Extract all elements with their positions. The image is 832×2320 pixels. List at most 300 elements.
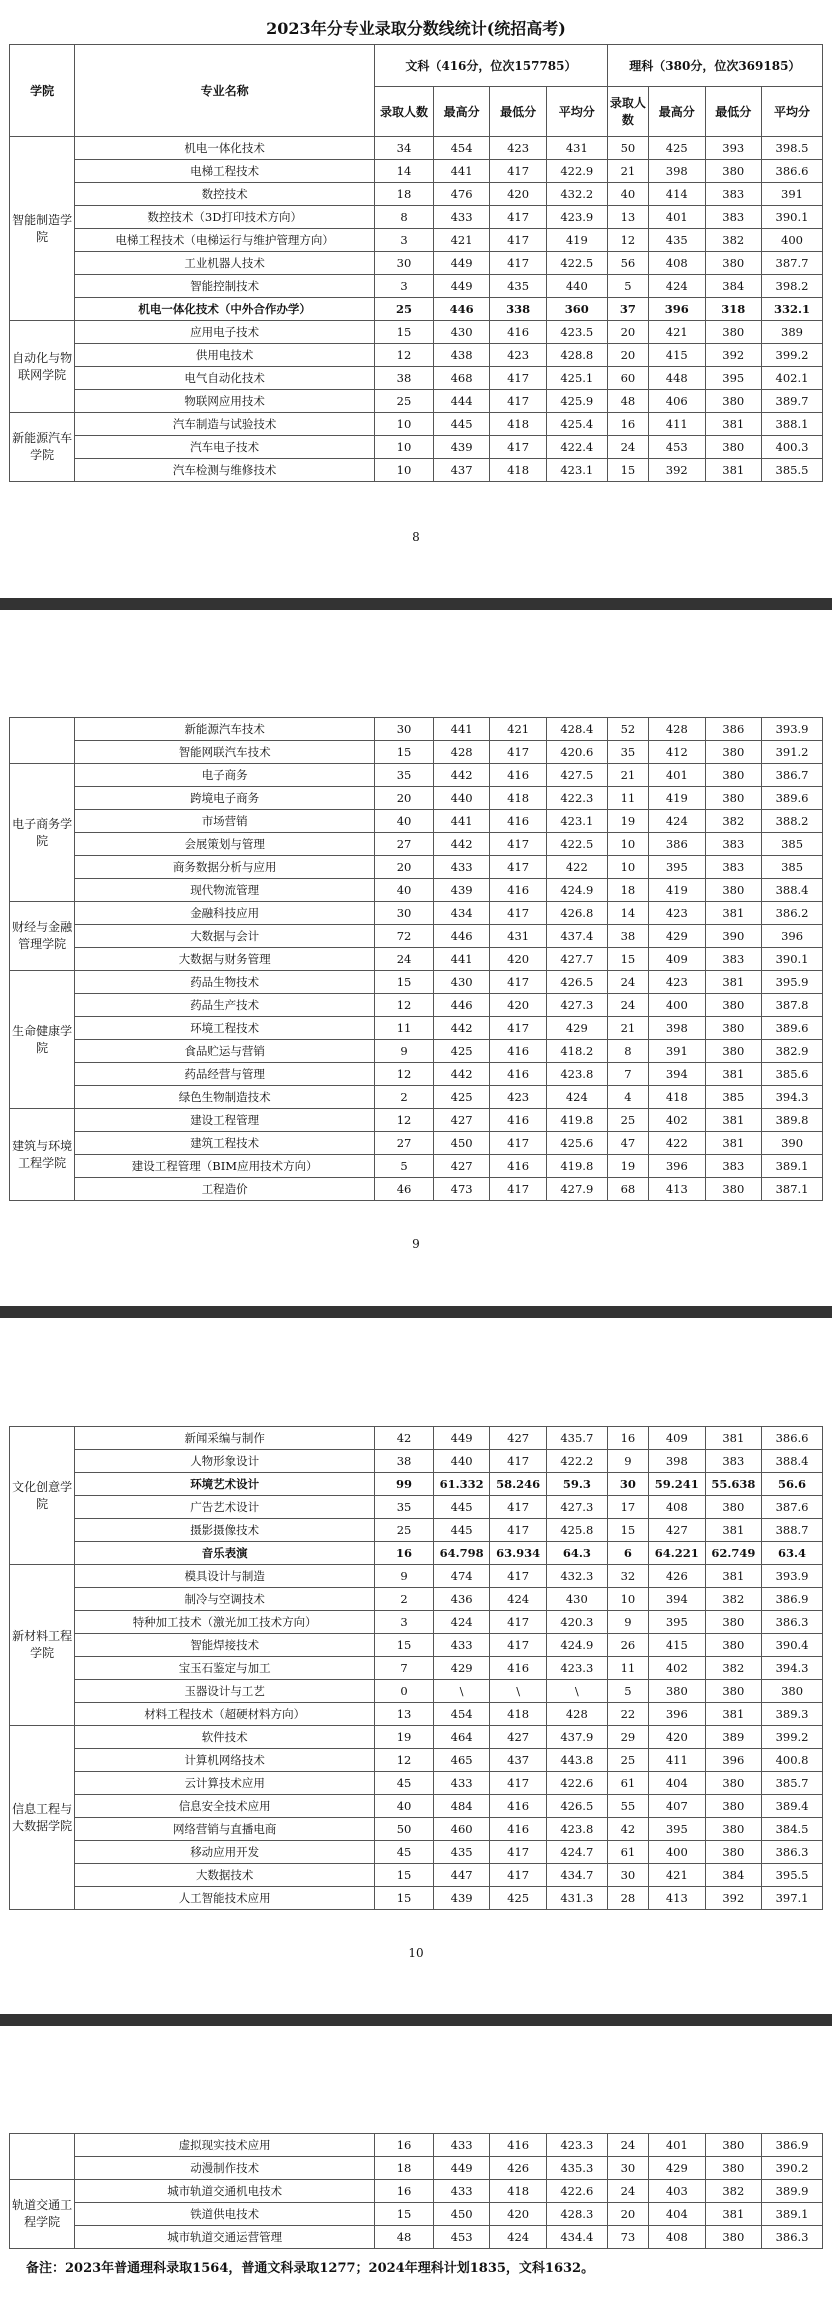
value-cell: 423.3 xyxy=(546,1657,607,1680)
value-cell: 437.4 xyxy=(546,925,607,948)
major-cell: 商务数据分析与应用 xyxy=(75,856,375,879)
value-cell: 414 xyxy=(649,183,706,206)
value-cell: 380 xyxy=(705,1040,762,1063)
major-cell: 工程造价 xyxy=(75,1178,375,1201)
value-cell: 416 xyxy=(490,1657,547,1680)
value-cell: 425.9 xyxy=(546,390,607,413)
value-cell: 425 xyxy=(433,1086,490,1109)
value-cell: 453 xyxy=(433,2226,490,2249)
value-cell: 400 xyxy=(762,229,823,252)
value-cell: 396 xyxy=(762,925,823,948)
value-cell: 7 xyxy=(607,1063,648,1086)
value-cell: 14 xyxy=(607,902,648,925)
value-cell: 387.7 xyxy=(762,252,823,275)
value-cell: 400.3 xyxy=(762,436,823,459)
value-cell: 380 xyxy=(705,1841,762,1864)
value-cell: 64.221 xyxy=(649,1542,706,1565)
value-cell: 427.7 xyxy=(546,948,607,971)
header-min-l: 最低分 xyxy=(705,87,762,137)
value-cell: 20 xyxy=(375,787,434,810)
major-cell: 大数据技术 xyxy=(75,1864,375,1887)
value-cell: 433 xyxy=(433,2180,490,2203)
header-wenke: 文科（416分，位次157785） xyxy=(375,45,608,87)
value-cell: 401 xyxy=(649,206,706,229)
major-cell: 汽车检测与维修技术 xyxy=(75,459,375,482)
header-max-l: 最高分 xyxy=(649,87,706,137)
value-cell: 417 xyxy=(490,902,547,925)
value-cell: 32 xyxy=(607,1565,648,1588)
value-cell: 396 xyxy=(705,1749,762,1772)
major-cell: 广告艺术设计 xyxy=(75,1496,375,1519)
value-cell: 10 xyxy=(607,856,648,879)
major-cell: 药品生物技术 xyxy=(75,971,375,994)
value-cell: 422.3 xyxy=(546,787,607,810)
value-cell: 416 xyxy=(490,1040,547,1063)
value-cell: 433 xyxy=(433,1772,490,1795)
table-row xyxy=(10,1178,823,1201)
table-row xyxy=(10,1542,823,1565)
table-row xyxy=(10,2180,823,2203)
value-cell: 435 xyxy=(490,275,547,298)
value-cell: 381 xyxy=(705,1519,762,1542)
value-cell: 417 xyxy=(490,1519,547,1542)
value-cell: 424.9 xyxy=(546,879,607,902)
value-cell: 30 xyxy=(375,718,434,741)
major-cell: 电梯工程技术 xyxy=(75,160,375,183)
value-cell: 389.9 xyxy=(762,2180,823,2203)
major-cell: 铁道供电技术 xyxy=(75,2203,375,2226)
value-cell: 417 xyxy=(490,252,547,275)
value-cell: 55 xyxy=(607,1795,648,1818)
table-row xyxy=(10,1634,823,1657)
value-cell: 380 xyxy=(762,1680,823,1703)
major-cell: 电气自动化技术 xyxy=(75,367,375,390)
value-cell: 59.3 xyxy=(546,1473,607,1496)
value-cell: 391.2 xyxy=(762,741,823,764)
value-cell: 389.3 xyxy=(762,1703,823,1726)
table-row xyxy=(10,1841,823,1864)
header-max-w: 最高分 xyxy=(433,87,490,137)
value-cell: 318 xyxy=(705,298,762,321)
value-cell: 435 xyxy=(649,229,706,252)
value-cell: 425 xyxy=(649,137,706,160)
value-cell: 417 xyxy=(490,741,547,764)
value-cell: 381 xyxy=(705,1703,762,1726)
value-cell: 389.4 xyxy=(762,1795,823,1818)
page-number-10: 10 xyxy=(408,1946,424,1960)
major-cell: 建筑工程技术 xyxy=(75,1132,375,1155)
major-cell: 市场营销 xyxy=(75,810,375,833)
value-cell: 417 xyxy=(490,229,547,252)
value-cell: 380 xyxy=(705,1795,762,1818)
value-cell: 52 xyxy=(607,718,648,741)
value-cell: 398 xyxy=(649,1450,706,1473)
table-row xyxy=(10,252,823,275)
value-cell: 387.6 xyxy=(762,1496,823,1519)
value-cell: 12 xyxy=(375,994,434,1017)
value-cell: 411 xyxy=(649,1749,706,1772)
value-cell: 442 xyxy=(433,1063,490,1086)
value-cell: 415 xyxy=(649,344,706,367)
header-avg-w: 平均分 xyxy=(546,87,607,137)
value-cell: 16 xyxy=(375,2180,434,2203)
value-cell: 398.5 xyxy=(762,137,823,160)
value-cell: 381 xyxy=(705,2203,762,2226)
value-cell: 338 xyxy=(490,298,547,321)
value-cell: 15 xyxy=(607,948,648,971)
table-row xyxy=(10,902,823,925)
value-cell: 389 xyxy=(705,1726,762,1749)
major-cell: 供用电技术 xyxy=(75,344,375,367)
major-cell: 虚拟现实技术应用 xyxy=(75,2134,375,2157)
value-cell: 393 xyxy=(705,137,762,160)
value-cell: 424 xyxy=(433,1611,490,1634)
score-table-page-10 xyxy=(9,1426,823,1910)
value-cell: 386.3 xyxy=(762,1841,823,1864)
value-cell: 390 xyxy=(705,925,762,948)
major-cell: 建设工程管理（BIM应用技术方向） xyxy=(75,1155,375,1178)
value-cell: 400 xyxy=(649,1841,706,1864)
college-cell: 文化创意学院 xyxy=(10,1427,75,1565)
value-cell: 28 xyxy=(607,1887,648,1910)
value-cell: 416 xyxy=(490,1795,547,1818)
value-cell: 15 xyxy=(607,459,648,482)
college-cell: 智能制造学院 xyxy=(10,137,75,321)
major-cell: 大数据与财务管理 xyxy=(75,948,375,971)
value-cell: 460 xyxy=(433,1818,490,1841)
major-cell: 环境工程技术 xyxy=(75,1017,375,1040)
value-cell: 5 xyxy=(607,275,648,298)
page-number-8: 8 xyxy=(412,530,420,544)
value-cell: 380 xyxy=(705,1496,762,1519)
table-row xyxy=(10,1063,823,1086)
value-cell: 399.2 xyxy=(762,344,823,367)
value-cell: 383 xyxy=(705,183,762,206)
value-cell: 435.7 xyxy=(546,1427,607,1450)
value-cell: 386 xyxy=(649,833,706,856)
value-cell: 443.8 xyxy=(546,1749,607,1772)
value-cell: 392 xyxy=(649,459,706,482)
table-row xyxy=(10,1864,823,1887)
value-cell: 423.9 xyxy=(546,206,607,229)
value-cell: 417 xyxy=(490,1772,547,1795)
value-cell: 63.934 xyxy=(490,1542,547,1565)
table-row xyxy=(10,1040,823,1063)
value-cell: 413 xyxy=(649,1887,706,1910)
value-cell: 416 xyxy=(490,810,547,833)
college-cell: 自动化与物联网学院 xyxy=(10,321,75,413)
header-avg-l: 平均分 xyxy=(762,87,823,137)
value-cell: 61 xyxy=(607,1841,648,1864)
value-cell: 381 xyxy=(705,413,762,436)
value-cell: 418 xyxy=(490,1703,547,1726)
value-cell: 380 xyxy=(705,764,762,787)
value-cell: 380 xyxy=(705,1178,762,1201)
value-cell: 392 xyxy=(705,344,762,367)
value-cell: 40 xyxy=(375,1795,434,1818)
major-cell: 电梯工程技术（电梯运行与维护管理方向） xyxy=(75,229,375,252)
value-cell: 419 xyxy=(546,229,607,252)
value-cell: 427 xyxy=(490,1427,547,1450)
value-cell: 416 xyxy=(490,1155,547,1178)
table-row xyxy=(10,1726,823,1749)
value-cell: 421 xyxy=(490,718,547,741)
value-cell: 386.9 xyxy=(762,1588,823,1611)
value-cell: 62.749 xyxy=(705,1542,762,1565)
table-row xyxy=(10,1772,823,1795)
college-cell: 建筑与环境工程学院 xyxy=(10,1109,75,1201)
major-cell: 机电一体化技术 xyxy=(75,137,375,160)
value-cell: 68 xyxy=(607,1178,648,1201)
value-cell: 380 xyxy=(705,1017,762,1040)
value-cell: 424.9 xyxy=(546,1634,607,1657)
value-cell: 390.1 xyxy=(762,948,823,971)
college-cell: 财经与金融管理学院 xyxy=(10,902,75,971)
value-cell: 388.2 xyxy=(762,810,823,833)
table-row xyxy=(10,1887,823,1910)
value-cell: 73 xyxy=(607,2226,648,2249)
value-cell: \ xyxy=(546,1680,607,1703)
value-cell: 14 xyxy=(375,160,434,183)
value-cell: 419.8 xyxy=(546,1109,607,1132)
value-cell: 417 xyxy=(490,1864,547,1887)
value-cell: 46 xyxy=(375,1178,434,1201)
table-row xyxy=(10,1519,823,1542)
value-cell: 17 xyxy=(607,1496,648,1519)
table-row xyxy=(10,1109,823,1132)
value-cell: 380 xyxy=(649,1680,706,1703)
value-cell: 15 xyxy=(375,2203,434,2226)
value-cell: 446 xyxy=(433,298,490,321)
major-cell: 移动应用开发 xyxy=(75,1841,375,1864)
value-cell: 440 xyxy=(546,275,607,298)
value-cell: 437 xyxy=(433,459,490,482)
value-cell: 24 xyxy=(607,971,648,994)
value-cell: 423 xyxy=(490,137,547,160)
value-cell: 25 xyxy=(375,390,434,413)
score-table-page-9 xyxy=(9,717,823,1201)
value-cell: 440 xyxy=(433,1450,490,1473)
table-row xyxy=(10,206,823,229)
major-cell: 工业机器人技术 xyxy=(75,252,375,275)
value-cell: 408 xyxy=(649,1496,706,1519)
value-cell: 381 xyxy=(705,902,762,925)
value-cell: 380 xyxy=(705,390,762,413)
value-cell: 429 xyxy=(433,1657,490,1680)
value-cell: 431.3 xyxy=(546,1887,607,1910)
value-cell: 397.1 xyxy=(762,1887,823,1910)
value-cell: 13 xyxy=(607,206,648,229)
table-row xyxy=(10,856,823,879)
value-cell: 16 xyxy=(375,1542,434,1565)
value-cell: 416 xyxy=(490,764,547,787)
value-cell: 453 xyxy=(649,436,706,459)
major-cell: 汽车电子技术 xyxy=(75,436,375,459)
value-cell: 409 xyxy=(649,948,706,971)
value-cell: 382 xyxy=(705,229,762,252)
value-cell: 9 xyxy=(375,1565,434,1588)
table-row xyxy=(10,413,823,436)
value-cell: 64.3 xyxy=(546,1542,607,1565)
value-cell: 447 xyxy=(433,1864,490,1887)
value-cell: 384.5 xyxy=(762,1818,823,1841)
value-cell: 426.5 xyxy=(546,1795,607,1818)
value-cell: 47 xyxy=(607,1132,648,1155)
header-count-l: 录取人数 xyxy=(607,87,648,137)
value-cell: 416 xyxy=(490,879,547,902)
value-cell: 390.1 xyxy=(762,206,823,229)
value-cell: 5 xyxy=(375,1155,434,1178)
value-cell: 408 xyxy=(649,2226,706,2249)
value-cell: 25 xyxy=(607,1749,648,1772)
major-cell: 宝玉石鉴定与加工 xyxy=(75,1657,375,1680)
value-cell: 381 xyxy=(705,1109,762,1132)
value-cell: 24 xyxy=(607,2180,648,2203)
major-cell: 摄影摄像技术 xyxy=(75,1519,375,1542)
value-cell: 40 xyxy=(607,183,648,206)
value-cell: 30 xyxy=(375,902,434,925)
value-cell: 417 xyxy=(490,1017,547,1040)
college-cell xyxy=(10,2134,75,2180)
value-cell: 48 xyxy=(375,2226,434,2249)
table-row xyxy=(10,994,823,1017)
value-cell: 417 xyxy=(490,1565,547,1588)
value-cell: 384 xyxy=(705,275,762,298)
value-cell: 427 xyxy=(649,1519,706,1542)
value-cell: 408 xyxy=(649,252,706,275)
value-cell: 422.2 xyxy=(546,1450,607,1473)
value-cell: 441 xyxy=(433,810,490,833)
value-cell: 425.8 xyxy=(546,1519,607,1542)
value-cell: 413 xyxy=(649,1178,706,1201)
value-cell: 30 xyxy=(607,2157,648,2180)
value-cell: 417 xyxy=(490,856,547,879)
value-cell: 30 xyxy=(607,1864,648,1887)
value-cell: 430 xyxy=(433,321,490,344)
table-row xyxy=(10,344,823,367)
value-cell: 418.2 xyxy=(546,1040,607,1063)
major-cell: 模具设计与制造 xyxy=(75,1565,375,1588)
value-cell: 407 xyxy=(649,1795,706,1818)
value-cell: 402 xyxy=(649,1657,706,1680)
table-row xyxy=(10,1611,823,1634)
value-cell: 390.2 xyxy=(762,2157,823,2180)
table-row xyxy=(10,321,823,344)
value-cell: 59.241 xyxy=(649,1473,706,1496)
major-cell: 物联网应用技术 xyxy=(75,390,375,413)
page-divider xyxy=(0,1306,832,1318)
value-cell: 404 xyxy=(649,2203,706,2226)
value-cell: 420.3 xyxy=(546,1611,607,1634)
table-row xyxy=(10,925,823,948)
major-cell: 新闻采编与制作 xyxy=(75,1427,375,1450)
table-row xyxy=(10,741,823,764)
value-cell: 12 xyxy=(375,344,434,367)
value-cell: 423 xyxy=(649,902,706,925)
value-cell: 428.8 xyxy=(546,344,607,367)
value-cell: 386.2 xyxy=(762,902,823,925)
value-cell: 58.246 xyxy=(490,1473,547,1496)
value-cell: 427 xyxy=(433,1109,490,1132)
score-table-page-11 xyxy=(9,2133,823,2249)
value-cell: 25 xyxy=(607,1109,648,1132)
value-cell: 50 xyxy=(375,1818,434,1841)
value-cell: 56 xyxy=(607,252,648,275)
value-cell: 386.3 xyxy=(762,2226,823,2249)
value-cell: 395 xyxy=(705,367,762,390)
value-cell: 468 xyxy=(433,367,490,390)
value-cell: 423.5 xyxy=(546,321,607,344)
value-cell: 422.5 xyxy=(546,833,607,856)
value-cell: 422 xyxy=(546,856,607,879)
value-cell: 435.3 xyxy=(546,2157,607,2180)
value-cell: 409 xyxy=(649,1427,706,1450)
major-cell: 现代物流管理 xyxy=(75,879,375,902)
major-cell: 数控技术（3D打印技术方向） xyxy=(75,206,375,229)
value-cell: 380 xyxy=(705,252,762,275)
value-cell: 10 xyxy=(607,1588,648,1611)
value-cell: 381 xyxy=(705,1132,762,1155)
value-cell: 474 xyxy=(433,1565,490,1588)
value-cell: 38 xyxy=(375,367,434,390)
value-cell: 441 xyxy=(433,718,490,741)
value-cell: 15 xyxy=(375,321,434,344)
page-divider xyxy=(0,2014,832,2026)
value-cell: 389.6 xyxy=(762,1017,823,1040)
table-row xyxy=(10,229,823,252)
value-cell: 5 xyxy=(607,1680,648,1703)
value-cell: 400.8 xyxy=(762,1749,823,1772)
value-cell: 61.332 xyxy=(433,1473,490,1496)
value-cell: 437 xyxy=(490,1749,547,1772)
value-cell: 383 xyxy=(705,1155,762,1178)
major-cell: 智能网联汽车技术 xyxy=(75,741,375,764)
table-row xyxy=(10,1155,823,1178)
value-cell: 424 xyxy=(546,1086,607,1109)
value-cell: 394.3 xyxy=(762,1657,823,1680)
value-cell: 380 xyxy=(705,160,762,183)
page-number-9: 9 xyxy=(412,1237,420,1251)
value-cell: 426.8 xyxy=(546,902,607,925)
major-cell: 环境艺术设计 xyxy=(75,1473,375,1496)
value-cell: 423.1 xyxy=(546,810,607,833)
value-cell: 423.8 xyxy=(546,1818,607,1841)
value-cell: 10 xyxy=(375,459,434,482)
value-cell: 430 xyxy=(433,971,490,994)
value-cell: 2 xyxy=(375,1588,434,1611)
table-row xyxy=(10,810,823,833)
major-cell: 智能控制技术 xyxy=(75,275,375,298)
value-cell: 385 xyxy=(705,1086,762,1109)
value-cell: 402.1 xyxy=(762,367,823,390)
value-cell: 422 xyxy=(649,1132,706,1155)
value-cell: 56.6 xyxy=(762,1473,823,1496)
value-cell: 402 xyxy=(649,1109,706,1132)
value-cell: 442 xyxy=(433,1017,490,1040)
value-cell: 24 xyxy=(607,436,648,459)
major-cell: 数控技术 xyxy=(75,183,375,206)
value-cell: 423 xyxy=(490,1086,547,1109)
value-cell: 423.1 xyxy=(546,459,607,482)
table-row xyxy=(10,2157,823,2180)
value-cell: 15 xyxy=(375,1634,434,1657)
value-cell: 449 xyxy=(433,1427,490,1450)
table-row xyxy=(10,2226,823,2249)
value-cell: 438 xyxy=(433,344,490,367)
value-cell: 449 xyxy=(433,275,490,298)
value-cell: 418 xyxy=(649,1086,706,1109)
value-cell: 24 xyxy=(607,2134,648,2157)
